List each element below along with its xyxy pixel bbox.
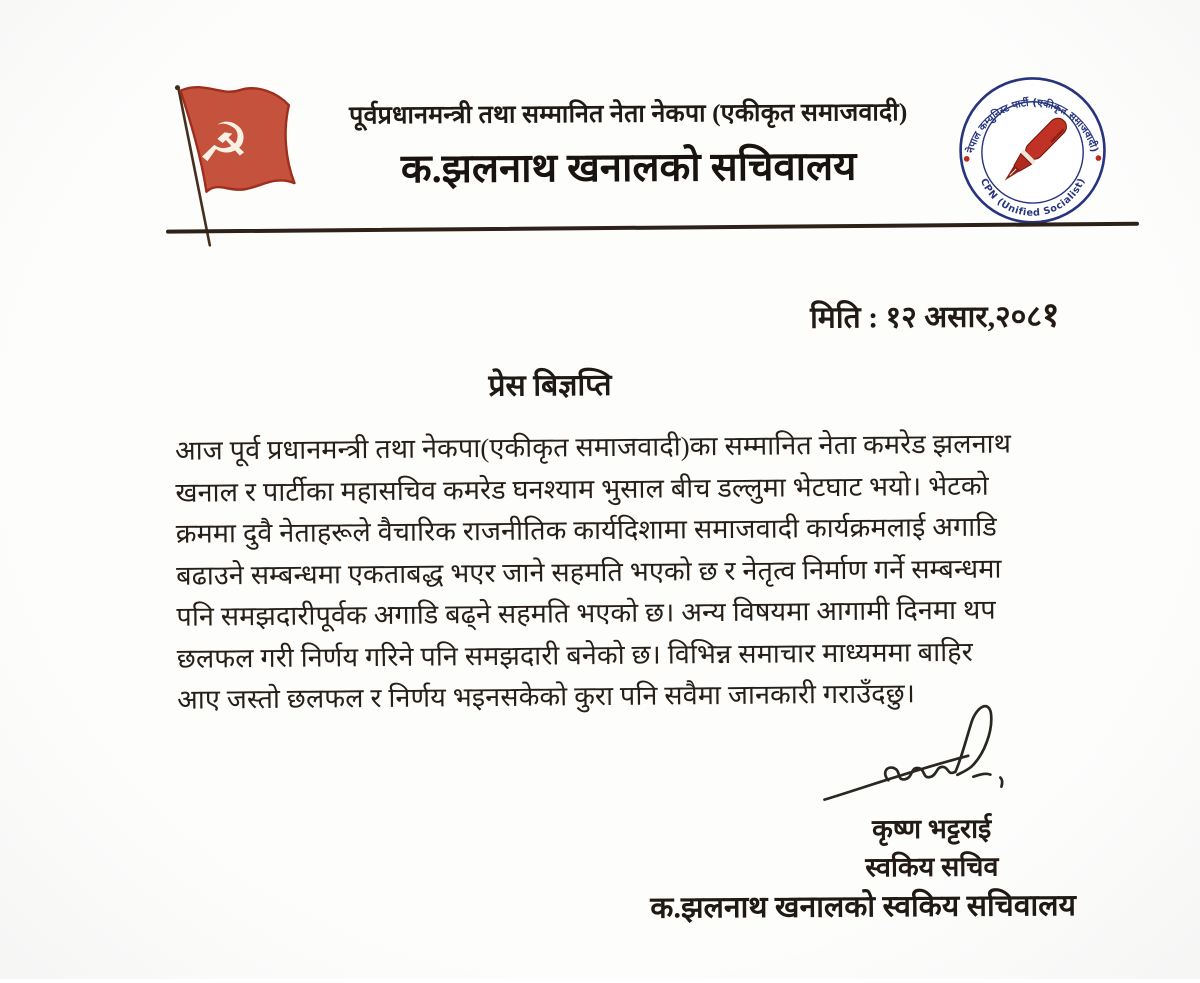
body-line: बढाउने सम्बन्धमा एकताबद्ध भएर जाने सहमति भएको छ र नेतृत्व निर्माण गर्ने सम्बन्धमा <box>175 553 1002 591</box>
body-line: पनि समझदारीपूर्वक अगाडि बढ्ने सहमति भएको छ। अन्य विषयमा आगामी दिनमा थप <box>176 594 996 632</box>
signatory-name: कृष्ण भट्टराई <box>871 813 992 845</box>
seal-top-arc-text: नेपाल कम्युनिस्ट पार्टी (एकीकृत समाजवादी) <box>965 97 1100 155</box>
org-line: पूर्वप्रधानमन्त्री तथा सम्मानित नेता नेकपा (एकीकृत समाजवादी) <box>349 99 908 130</box>
hammer-sickle-icon: ☭ <box>195 108 253 180</box>
handwritten-signature-icon <box>818 695 1019 808</box>
body-line: आज पूर्व प्रधानमन्त्री तथा नेकपा(एकीकृत समाजवादी)का सम्मानित नेता कमरेड झलनाथ <box>174 428 1012 466</box>
party-seal-icon <box>955 71 1110 226</box>
body-line: खनाल र पार्टीका महासचिव कमरेड घनश्याम भुसाल बीच डल्लुमा भेटघाट भयो। भेटको <box>175 470 989 508</box>
press-release-heading: प्रेस बिज्ञप्ति <box>488 368 612 403</box>
date-line <box>639 290 1059 339</box>
body-line: आए जस्तो छलफल र निर्णय भइनसकेको कुरा पनि सवैमा जानकारी गराउँदछु। <box>177 678 916 715</box>
body-paragraph <box>175 423 1078 721</box>
body-line: क्रममा दुवै नेताहरूले वैचारिक राजनीतिक कार्यदिशामा समाजवादी कार्यक्रमलाई अगाडि <box>175 511 997 549</box>
letterhead <box>328 94 929 195</box>
date-printed: मिति : १२ असार,२०८ <box>809 300 1042 335</box>
secretariat-title: क.झलनाथ खनालको सचिवालय <box>400 143 857 192</box>
letterhead-divider <box>166 222 1139 234</box>
signatory-role: स्वकिय सचिव <box>865 851 999 883</box>
signatory-office: क.झलनाथ खनालको स्वकिय सचिवालय <box>650 889 1077 925</box>
date-handwritten-digit: १ <box>1041 297 1060 335</box>
seal-bottom-arc-text: CPN (Unified Socialist) <box>977 176 1088 219</box>
communist-flag-icon <box>158 80 311 253</box>
body-line: छलफल गरी निर्णय गरिने पनि समझदारी बनेको छ। विभिन्न समाचार माध्यममा बाहिर <box>176 636 973 674</box>
